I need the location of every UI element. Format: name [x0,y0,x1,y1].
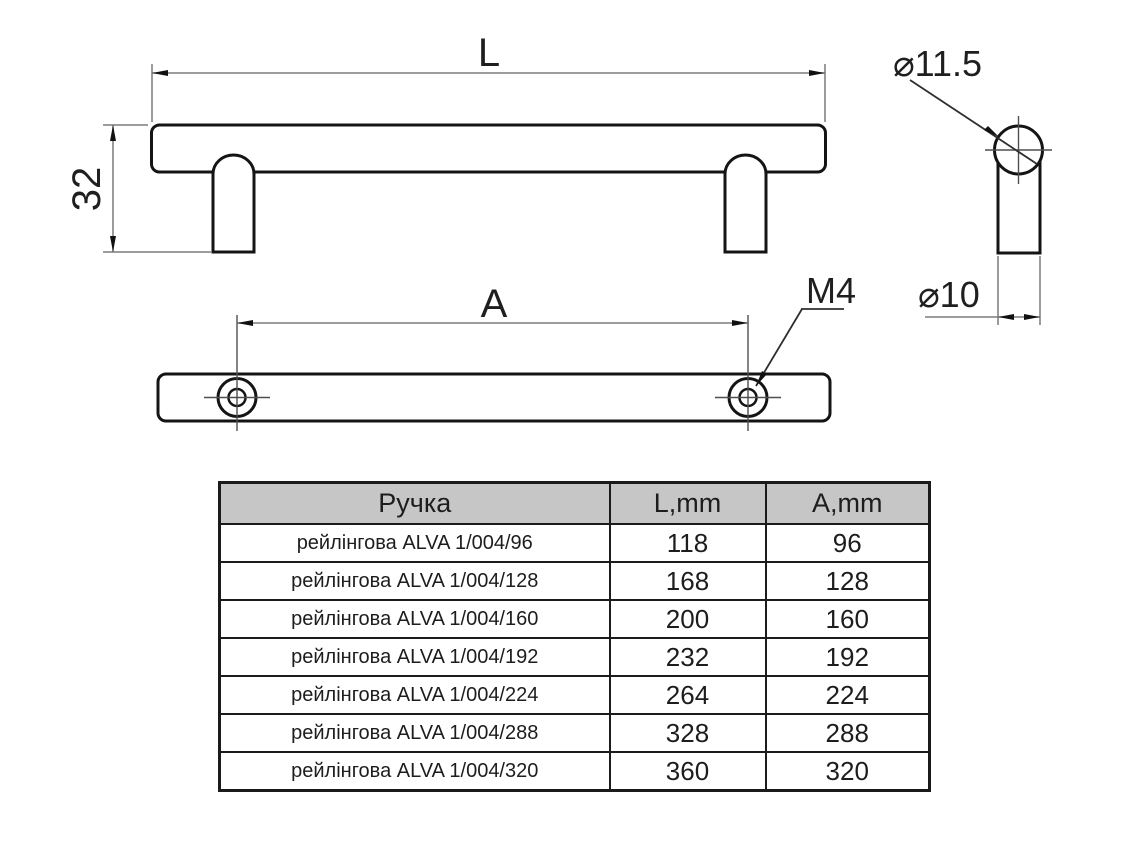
handle-name: рейлінгова ALVA 1/004/224 [220,676,610,714]
table-row [220,524,930,562]
dimension-diameter-10 [918,256,1040,325]
arrowhead [1024,314,1040,320]
dimension-32-label: 32 [65,166,109,212]
diameter-11-5-label: ⌀11.5 [893,43,983,84]
l-value: 328 [610,714,766,752]
dimension-L-label: L [477,31,501,75]
table-row [220,714,930,752]
a-value: 160 [766,600,930,638]
a-value: 96 [766,524,930,562]
handle-name: рейлінгова ALVA 1/004/320 [220,752,610,791]
front-view [65,31,826,252]
l-value: 232 [610,638,766,676]
arrowhead [110,236,116,252]
table-row [220,752,930,791]
handle-leg-right-front [725,155,766,252]
arrowhead [110,125,116,141]
l-value: 118 [610,524,766,562]
arrowhead [809,70,825,76]
arrowhead [237,320,253,326]
column-header-l-mm: L,mm [610,483,766,525]
side-view [893,43,1052,325]
column-header-handle: Ручка [220,483,610,525]
l-value: 360 [610,752,766,791]
dimension-A [237,282,748,326]
table-row [220,676,930,714]
arrowhead [152,70,168,76]
callout-M4 [756,270,856,386]
dimension-A-label: A [480,282,508,326]
table-header-row [220,483,930,525]
handle-name: рейлінгова ALVA 1/004/96 [220,524,610,562]
l-value: 168 [610,562,766,600]
handle-name: рейлінгова ALVA 1/004/288 [220,714,610,752]
a-value: 192 [766,638,930,676]
handle-name: рейлінгова ALVA 1/004/128 [220,562,610,600]
handle-leg-left-front [213,155,254,252]
spec-table [218,481,931,792]
arrowhead [998,314,1014,320]
table-row [220,638,930,676]
handle-name: рейлінгова ALVA 1/004/192 [220,638,610,676]
a-value: 320 [766,752,930,791]
column-header-a-mm: A,mm [766,483,930,525]
a-value: 128 [766,562,930,600]
l-value: 264 [610,676,766,714]
bottom-view [158,270,856,431]
table-row [220,562,930,600]
thread-M4-label: M4 [806,270,857,311]
a-value: 224 [766,676,930,714]
table-row [220,600,930,638]
diameter-10-label: ⌀10 [918,274,980,315]
handle-name: рейлінгова ALVA 1/004/160 [220,600,610,638]
arrowhead [732,320,748,326]
l-value: 200 [610,600,766,638]
dimension-L [152,31,825,122]
a-value: 288 [766,714,930,752]
